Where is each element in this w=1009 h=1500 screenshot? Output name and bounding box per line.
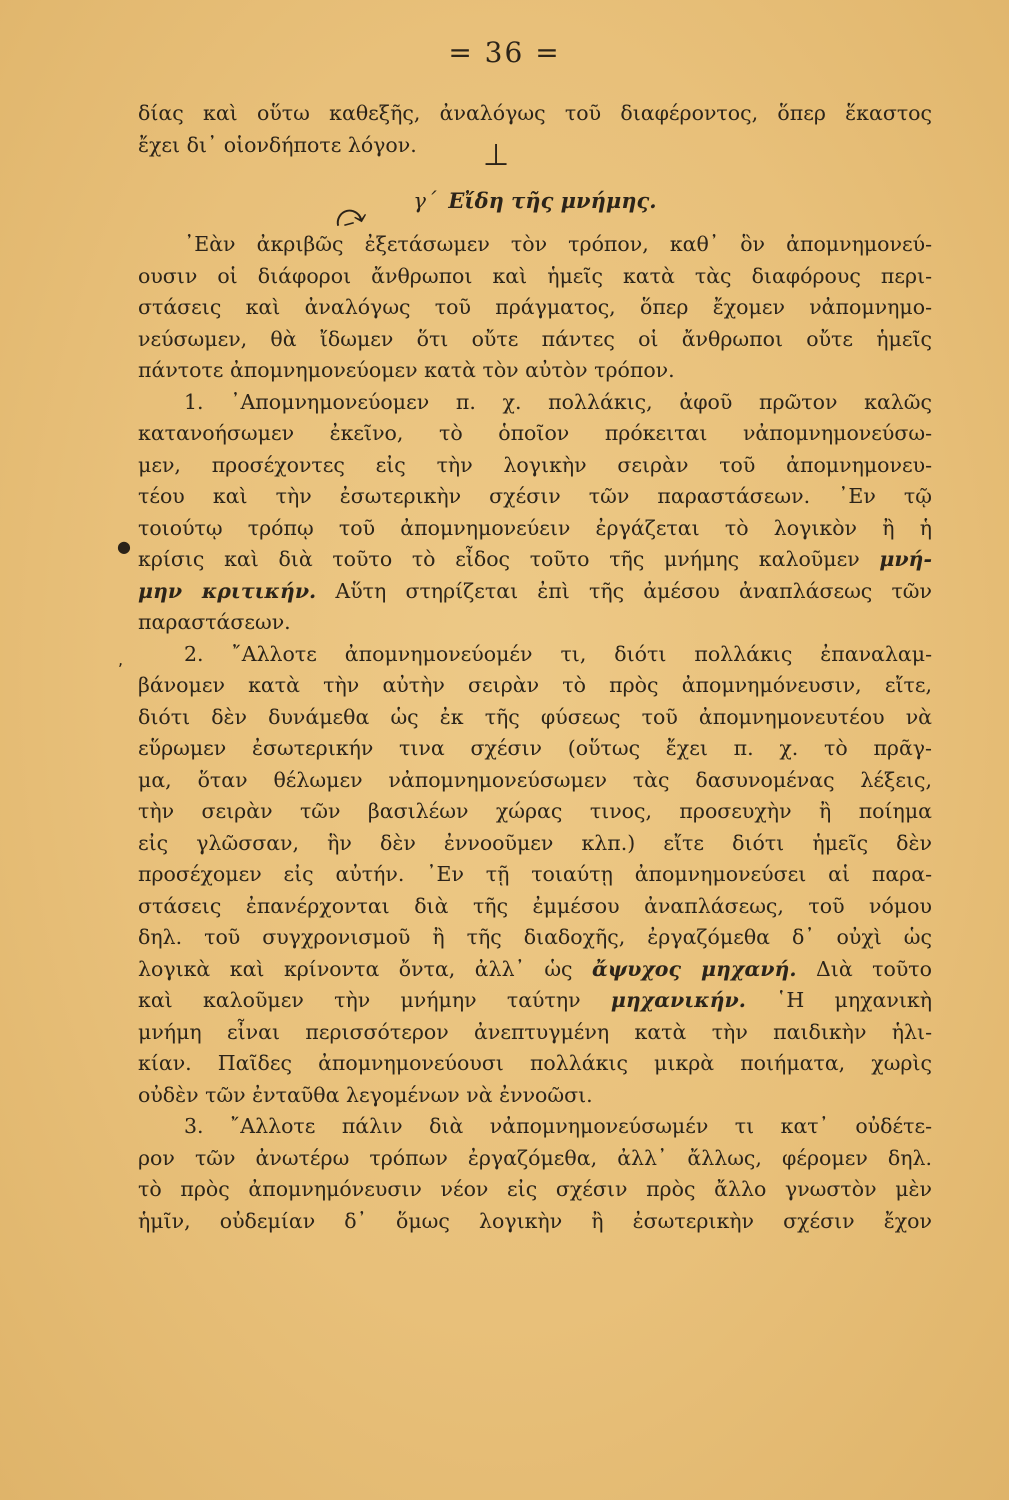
text-line: στάσεις καὶ ἀναλόγως τοῦ πράγματος, ὅπερ ἔχομεν νἀπομνημο- — [138, 295, 932, 319]
text-line: πάντοτε ἀπομνημονεύομεν κατὰ τὸν αὐτὸν τρόπον. — [138, 358, 675, 382]
page-number: = 36 = — [448, 36, 561, 69]
text-line: νεύσωμεν, θὰ ἴδωμεν ὅτι οὔτε πάντες οἱ ἄνθρωποι οὔτε ἡμεῖς — [138, 326, 932, 351]
text-line: 1. ᾽Απομνημονεύομεν π. χ. πολλάκις, ἀφοῦ πρῶτον καλῶς — [184, 389, 932, 414]
text-line: στάσεις ἐπανέρχονται διὰ τῆς ἐμμέσου ἀναπλάσεως, τοῦ νόμου — [138, 893, 932, 918]
section-heading — [138, 183, 932, 219]
pencil-cross-icon: ⊥ — [483, 138, 510, 173]
text-line: διότι δὲν δυνάμεθα ὡς ἐκ τῆς φύσεως τοῦ ἀπομνημονευτέου νὰ — [138, 704, 932, 729]
text-line: εὕρωμεν ἐσωτερικήν τινα σχέσιν (οὕτως ἔχει π. χ. τὸ πρᾶγ- — [138, 736, 932, 760]
term-emphasis: ἄψυχος μηχανή. — [592, 956, 797, 981]
item-2 — [138, 639, 932, 1112]
text-line: ἡμῖν, οὐδεμίαν δ᾽ ὅμως λογικὴν ἢ ἐσωτερικὴν σχέσιν ἔχον — [138, 1208, 932, 1233]
item-1 — [138, 387, 932, 639]
section-number: γ΄ — [413, 189, 437, 213]
text-line — [138, 544, 932, 576]
text-line — [138, 576, 932, 608]
text-line: ᾽Εὰν ἀκριβῶς ἐξετάσωμεν τὸν τρόπον, καθ᾽ ὃν ἀπομνημονεύ- — [184, 232, 932, 256]
text-line: τοιούτῳ τρόπῳ τοῦ ἀπομνημονεύειν ἐργάζεται τὸ λογικὸν ἢ ἡ — [138, 515, 932, 540]
text-line: τέου καὶ τὴν ἐσωτερικὴν σχέσιν τῶν παραστάσεων. ᾽Εν τῷ — [138, 484, 932, 508]
paragraph-main — [138, 229, 932, 387]
ink-tick-icon: , — [118, 650, 124, 669]
page-body — [138, 98, 932, 1237]
text-span: ῾Η μηχανικὴ — [776, 988, 932, 1012]
text-span: Αὕτη στηρίζεται ἐπὶ τῆς ἀμέσου ἀναπλάσεως τῶν — [335, 578, 932, 603]
text-line: παραστάσεων. — [138, 610, 291, 634]
text-span: καὶ καλοῦμεν τὴν μνήμην ταύτην — [138, 988, 581, 1012]
text-line: βάνομεν κατὰ τὴν αὐτὴν σειρὰν τὸ πρὸς ἀπομνημόνευσιν, εἴτε, — [138, 673, 932, 697]
term-emphasis: μηχανικήν. — [610, 988, 746, 1012]
text-line: κατανοήσωμεν ἐκεῖνο, τὸ ὁποῖον πρόκειται νἀπομνημονεύσω- — [138, 421, 932, 445]
paragraph-intro — [138, 98, 932, 161]
text-line — [138, 954, 932, 986]
ink-dot-icon: ● — [117, 537, 131, 556]
item-3 — [138, 1111, 932, 1237]
text-line: οὐδὲν τῶν ἐνταῦθα λεγομένων νὰ ἐννοῶσι. — [138, 1082, 593, 1107]
text-span: Διὰ τοῦτο — [815, 956, 932, 981]
text-line: δηλ. τοῦ συγχρονισμοῦ ἢ τῆς διαδοχῆς, ἐργαζόμεθα δ᾽ οὐχὶ ὡς — [138, 925, 932, 949]
section-title: Εἴδη τῆς μνήμης. — [448, 188, 657, 213]
text-line — [138, 985, 932, 1017]
pencil-arrow-icon: ⤼ — [330, 194, 371, 237]
text-line: τὸ πρὸς ἀπομνημόνευσιν νέον εἰς σχέσιν πρὸς ἄλλο γνωστὸν μὲν — [138, 1177, 932, 1201]
term-emphasis: μην κριτικήν. — [138, 578, 317, 603]
text-line: μεν, προσέχοντες εἰς τὴν λογικὴν σειρὰν τοῦ ἀπομνημονευ- — [138, 452, 932, 477]
text-line: 2. ῎Αλλοτε ἀπομνημονεύομέν τι, διότι πολλάκις ἐπαναλαμ- — [184, 641, 932, 666]
text-span: κρίσις καὶ διὰ τοῦτο τὸ εἶδος τοῦτο τῆς μνήμης καλοῦμεν — [138, 547, 860, 571]
text-line: ρον τῶν ἀνωτέρω τρόπων ἐργαζόμεθα, ἀλλ᾽ ἄλλως, φέρομεν δηλ. — [138, 1145, 932, 1170]
text-line: ἔχει δι᾽ οἱονδήποτε λόγον. — [138, 132, 417, 157]
text-line: δίας καὶ οὕτω καθεξῆς, ἀναλόγως τοῦ διαφέροντος, ὅπερ ἕκαστος — [138, 101, 932, 125]
text-line: κίαν. Παῖδες ἀπομνημονεύουσι πολλάκις μικρὰ ποιήματα, χωρὶς — [138, 1051, 932, 1075]
text-line: μα, ὅταν θέλωμεν νἀπομνημονεύσωμεν τὰς δασυνομένας λέξεις, — [138, 767, 932, 792]
text-line: προσέχομεν εἰς αὐτήν. ᾽Εν τῇ τοιαύτῃ ἀπομνημονεύσει αἱ παρα- — [138, 862, 932, 886]
text-line: μνήμη εἶναι περισσότερον ἀνεπτυγμένη κατὰ τὴν παιδικὴν ἡλι- — [138, 1019, 932, 1044]
text-line: 3. ῎Αλλοτε πάλιν διὰ νἀπομνημονεύσωμέν τι κατ᾽ οὐδέτε- — [184, 1114, 932, 1138]
text-line: ουσιν οἱ διάφοροι ἄνθρωποι καὶ ἡμεῖς κατὰ τὰς διαφόρους περι- — [138, 263, 932, 288]
term-emphasis: μνή- — [879, 547, 932, 571]
text-line: εἰς γλῶσσαν, ἣν δὲν ἐννοοῦμεν κλπ.) εἴτε διότι ἡμεῖς δὲν — [138, 830, 932, 855]
text-line: τὴν σειρὰν τῶν βασιλέων χώρας τινος, προσευχὴν ἢ ποίημα — [138, 799, 932, 823]
text-span: λογικὰ καὶ κρίνοντα ὄντα, ἀλλ᾽ ὡς — [138, 956, 573, 981]
